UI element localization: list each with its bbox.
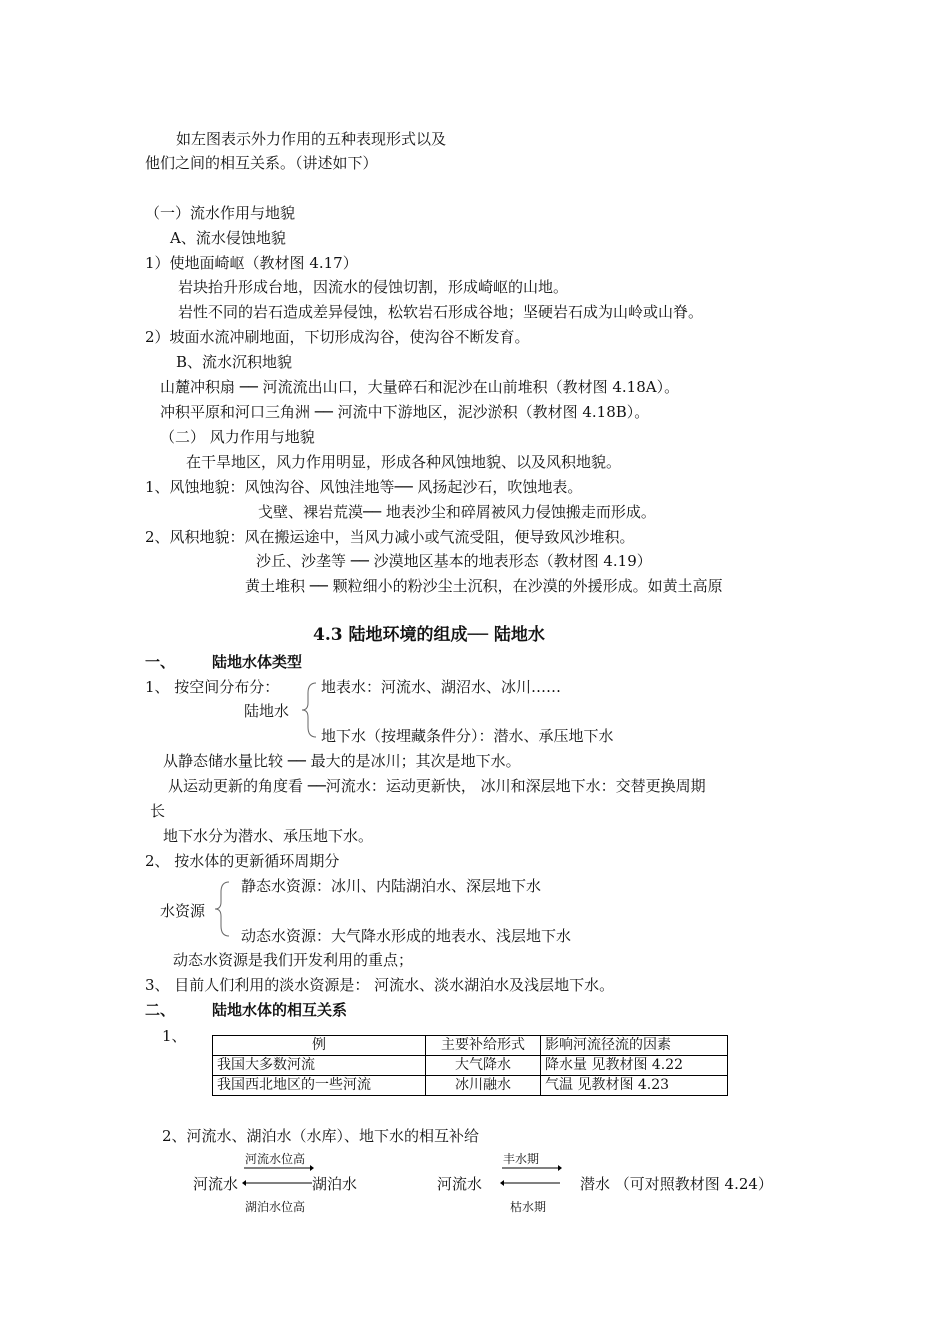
surface-water: 地表水：河流水、湖沼水、冰川…… xyxy=(321,678,562,696)
table-header-row xyxy=(213,1036,728,1056)
part2-sub2: 2、河流水、湖泊水（水库）、地下水的相互补给 xyxy=(162,1127,480,1145)
intro-line-1: 如左图表示外力作用的五种表现形式以及 xyxy=(176,130,447,148)
table-cell: 降水量 见教材图 4.22 xyxy=(541,1056,728,1076)
section1-item2: 2）坡面水流冲刷地面，下切形成沟谷，使沟谷不断发育。 xyxy=(145,328,530,346)
static-compare: 从静态储水量比较 ── 最大的是冰川；其次是地下水。 xyxy=(163,752,521,770)
part1-q2: 2、 按水体的更新循环周期分 xyxy=(145,852,340,870)
section1-b-title: B、流水沉积地貌 xyxy=(176,353,293,371)
brace-land-water xyxy=(300,681,322,739)
section1-title: （一）流水作用与地貌 xyxy=(145,204,296,222)
part1-q3: 3、 目前人们利用的淡水资源是： 河流水、淡水湖泊水及浅层地下水。 xyxy=(145,976,615,994)
diag2-left: 河流水 xyxy=(437,1175,483,1193)
table-cell: 我国大多数河流 xyxy=(213,1056,426,1076)
table-cell: 我国西北地区的一些河流 xyxy=(213,1076,426,1096)
ground-water: 地下水（按埋藏条件分）：潜水、承压地下水 xyxy=(321,727,614,745)
motion-line-1: 从运动更新的角度看 ──河流水：运动更新快， 冰川和深层地下水：交替更换周期 xyxy=(168,777,706,795)
table-header-cell: 例 xyxy=(213,1036,426,1056)
section2-item2-sub1: 沙丘、沙垄等 ── 沙漠地区基本的地表形态（教材图 4.19） xyxy=(256,552,652,570)
supply-table xyxy=(212,1035,728,1096)
brace-water-resources xyxy=(213,880,235,938)
diag1-arrows xyxy=(240,1164,315,1188)
part2-title: 陆地水体的相互关系 xyxy=(212,1001,348,1019)
table-row xyxy=(213,1076,728,1096)
diag2-right: 潜水 （可对照教材图 4.24） xyxy=(580,1175,773,1193)
section1-item1-line1: 岩块抬升形成台地，因流水的侵蚀切割，形成崎岖的山地。 xyxy=(178,278,569,296)
table-cell: 冰川融水 xyxy=(426,1076,541,1096)
table-row xyxy=(213,1056,728,1076)
part2-sub1: 1、 xyxy=(162,1027,187,1045)
diag1-right: 湖泊水 xyxy=(312,1175,358,1193)
section2-intro: 在干旱地区，风力作用明显，形成各种风蚀地貌、以及风积地貌。 xyxy=(186,453,622,471)
land-water-label: 陆地水 xyxy=(244,702,290,720)
chapter-title: 4.3 陆地环境的组成── 陆地水 xyxy=(313,625,545,645)
intro-line-2: 他们之间的相互关系。（讲述如下） xyxy=(145,154,378,172)
part2-number: 二、 xyxy=(145,1001,176,1019)
section2-item2: 2、风积地貌：风在搬运途中，当风力减小或气流受阻，便导致风沙堆积。 xyxy=(145,528,635,546)
diag1-top-label: 河流水位高 xyxy=(245,1152,306,1166)
section1-b-line2: 冲积平原和河口三角洲 ── 河流中下游地区，泥沙淤积（教材图 4.18B）。 xyxy=(160,403,650,421)
diag2-top-label: 丰水期 xyxy=(503,1152,540,1166)
motion-line-2: 长 xyxy=(150,802,166,820)
water-resources-label: 水资源 xyxy=(160,902,206,920)
part1-number: 一、 xyxy=(145,653,176,671)
static-resources: 静态水资源：冰川、内陆湖泊水、深层地下水 xyxy=(241,877,542,895)
section2-title: （二） 风力作用与地貌 xyxy=(160,428,315,446)
part1-title: 陆地水体类型 xyxy=(212,653,303,671)
section2-item2-sub2: 黄土堆积 ── 颗粒细小的粉沙尘土沉积，在沙漠的外援形成。如黄土高原 xyxy=(245,577,723,595)
section1-item1-line2: 岩性不同的岩石造成差异侵蚀，松软岩石形成谷地；坚硬岩石成为山岭或山脊。 xyxy=(178,303,704,321)
section2-item1: 1、风蚀地貌：风蚀沟谷、风蚀洼地等── 风扬起沙石，吹蚀地表。 xyxy=(145,478,583,496)
diag1-left: 河流水 xyxy=(193,1175,239,1193)
table-cell: 大气降水 xyxy=(426,1056,541,1076)
dynamic-focus: 动态水资源是我们开发利用的重点； xyxy=(173,951,414,969)
section1-a-title: A、流水侵蚀地貌 xyxy=(170,229,286,247)
table-cell: 气温 见教材图 4.23 xyxy=(541,1076,728,1096)
table-header-cell: 影响河流径流的因素 xyxy=(541,1036,728,1056)
diag2-bottom-label: 枯水期 xyxy=(510,1200,547,1214)
diag2-arrows xyxy=(498,1164,563,1188)
groundwater-split: 地下水分为潜水、承压地下水。 xyxy=(163,827,374,845)
dynamic-resources: 动态水资源：大气降水形成的地表水、浅层地下水 xyxy=(241,927,572,945)
diag1-bottom-label: 湖泊水位高 xyxy=(245,1200,306,1214)
table-header-cell: 主要补给形式 xyxy=(426,1036,541,1056)
section1-b-line1: 山麓冲积扇 ── 河流流出山口，大量碎石和泥沙在山前堆积（教材图 4.18A）。 xyxy=(160,378,680,396)
part1-q1: 1、 按空间分布分： xyxy=(145,678,280,696)
section1-item1: 1）使地面崎岖（教材图 4.17） xyxy=(145,254,358,272)
section2-item1-sub: 戈壁、裸岩荒漠── 地表沙尘和碎屑被风力侵蚀搬走而形成。 xyxy=(258,503,656,521)
